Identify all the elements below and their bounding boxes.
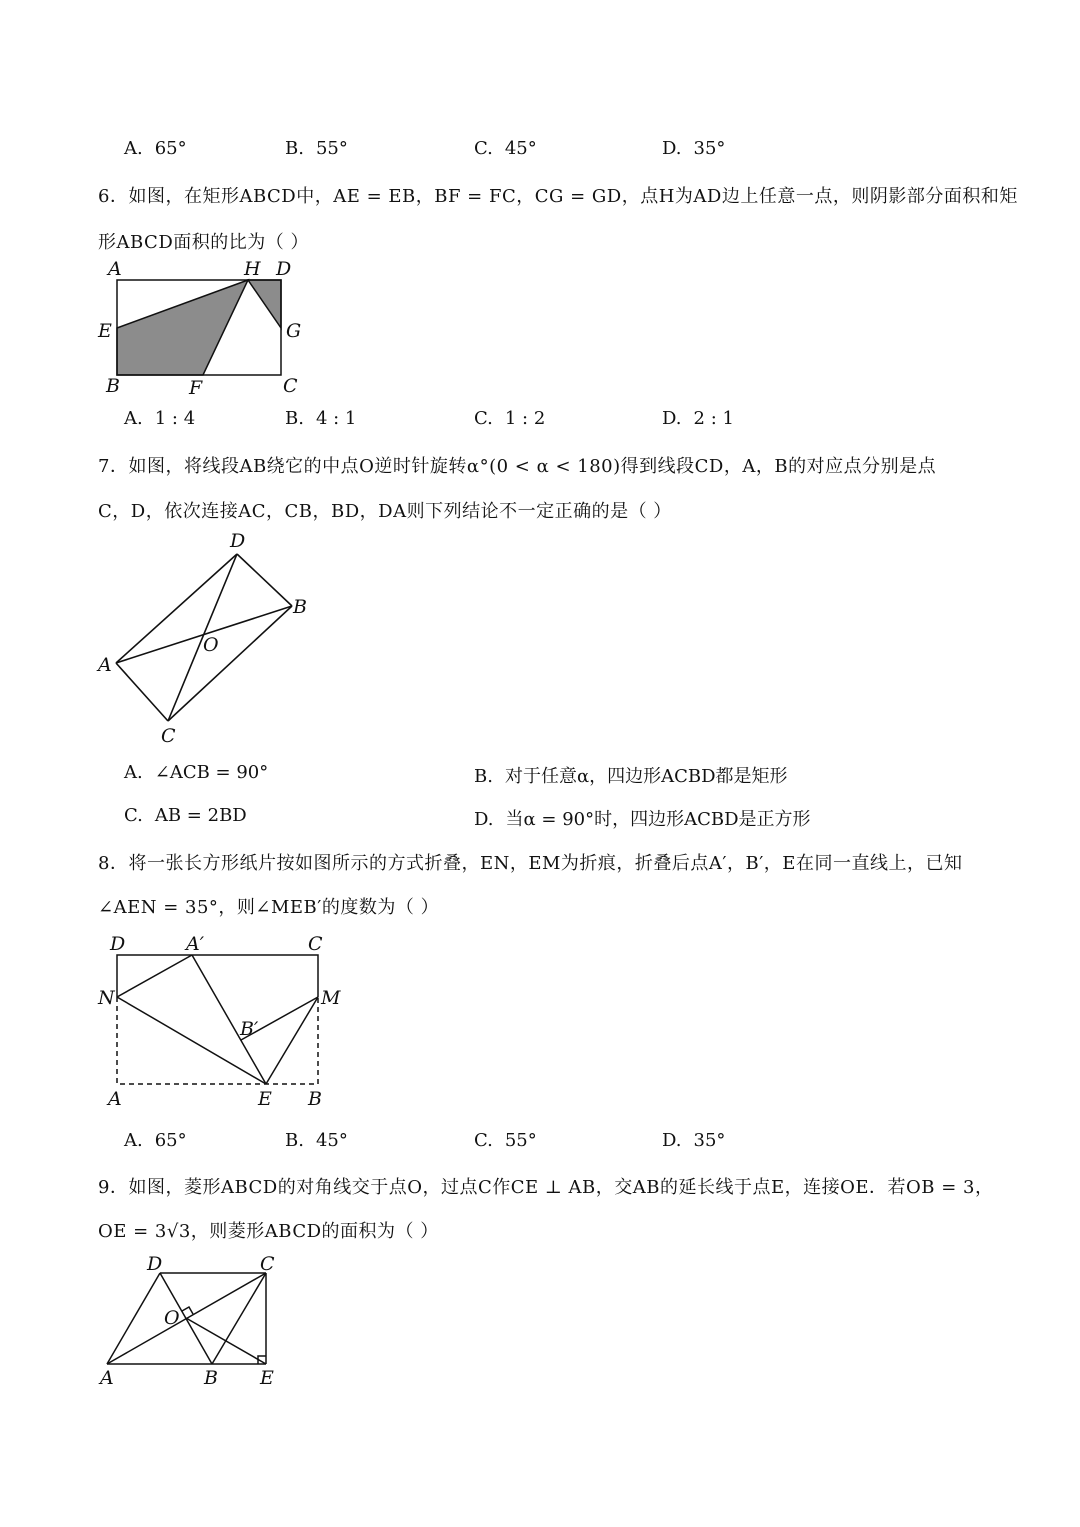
option-value: 1 : 4 [154, 408, 196, 429]
q7-option-d [474, 805, 811, 831]
q8-crease-em [266, 997, 318, 1084]
q5-option-c [474, 138, 537, 159]
q7-option-a [124, 762, 268, 783]
q8-label-e: E [258, 1088, 272, 1110]
q6-label-d: D [276, 258, 292, 280]
q6-shaded-left [117, 280, 248, 375]
q9-side-cb [212, 1273, 266, 1364]
q6-option-b [285, 408, 356, 429]
option-label: B. [285, 408, 304, 429]
option-label: A. [124, 762, 143, 783]
option-value: 55° [504, 1130, 537, 1151]
q6-figure [90, 255, 320, 405]
q7-label-c: C [161, 725, 176, 747]
option-value: 35° [693, 138, 726, 159]
q9-side-da [107, 1273, 160, 1364]
option-label: C. [474, 408, 493, 429]
q6-text-line2: 形ABCD面积的比为（ ） [98, 232, 309, 253]
q8-label-b-prime: B′ [240, 1018, 259, 1040]
option-label: D. [662, 1130, 682, 1151]
q8-option-b [285, 1130, 348, 1151]
option-label: A. [124, 138, 143, 159]
q6-option-d [662, 408, 734, 429]
q9-label-b: B [204, 1367, 218, 1389]
option-value: AB = 2BD [154, 805, 247, 826]
q5-option-b [285, 138, 348, 159]
q7-side-ca [116, 663, 168, 721]
option-value: 当α = 90°时，四边形ACBD是正方形 [505, 809, 811, 830]
option-label: B. [285, 1130, 304, 1151]
q8-option-a [124, 1130, 187, 1151]
q6-label-c: C [283, 375, 298, 397]
q8-label-m: M [321, 987, 341, 1009]
q6-label-b: B [106, 375, 120, 397]
q9-label-d: D [147, 1253, 163, 1275]
q8-top-edges [117, 955, 318, 997]
q8-text-line1: 8．将一张长方形纸片按如图所示的方式折叠，EN，EM为折痕，折叠后点A′，B′，E在同一直线上，已知 [98, 853, 963, 874]
q6-text-line1: 6．如图，在矩形ABCD中，AE = EB，BF = FC，CG = GD，点H为AD边上任意一点，则阴影部分面积和矩 [98, 186, 1018, 207]
option-value: 2 : 1 [693, 408, 734, 429]
option-label: B. [285, 138, 304, 159]
option-value: 65° [154, 1130, 187, 1151]
q7-label-b: B [293, 596, 307, 618]
option-label: D. [662, 138, 682, 159]
option-value: ∠ACB = 90° [154, 762, 269, 783]
q8-dashed-original [117, 997, 318, 1084]
option-value: 45° [504, 138, 537, 159]
option-value: 1 : 2 [504, 408, 546, 429]
q7-text-line2: C，D，依次连接AC，CB，BD，DA则下列结论不一定正确的是（ ） [98, 501, 672, 522]
q8-folded-na1 [117, 955, 192, 997]
q8-crease-en [117, 997, 266, 1084]
q9-label-a: A [100, 1367, 114, 1389]
q8-label-c: C [308, 933, 323, 955]
q9-text-line1: 9．如图，菱形ABCD的对角线交于点O，过点C作CE ⊥ AB，交AB的延长线于点E，连接OE．若OB = 3， [98, 1177, 994, 1198]
option-label: C. [124, 805, 143, 826]
q8-label-n: N [98, 987, 115, 1009]
option-value: 65° [154, 138, 187, 159]
q7-figure [90, 525, 330, 750]
q7-label-d: D [230, 530, 246, 552]
option-value: 4 : 1 [315, 408, 357, 429]
option-label: D. [474, 809, 494, 830]
q8-label-a: A [108, 1088, 122, 1110]
option-value: 55° [315, 138, 348, 159]
q8-figure [90, 925, 350, 1115]
q7-option-b [474, 762, 788, 788]
option-label: A. [124, 1130, 143, 1151]
q9-figure [90, 1250, 290, 1395]
q6-label-f: F [189, 377, 203, 399]
q9-label-c: C [260, 1253, 275, 1275]
q7-side-db [237, 554, 292, 606]
q6-label-a: A [108, 258, 122, 280]
q5-option-a [124, 138, 187, 159]
q8-option-c [474, 1130, 537, 1151]
q8-label-a-prime: A′ [186, 933, 205, 955]
q6-label-e: E [98, 320, 112, 342]
option-label: C. [474, 138, 493, 159]
option-value: 45° [315, 1130, 348, 1151]
q9-label-e: E [260, 1367, 274, 1389]
option-value: 35° [693, 1130, 726, 1151]
q6-label-h: H [244, 258, 261, 280]
q7-option-c [124, 805, 247, 826]
q8-label-b: B [308, 1088, 322, 1110]
q7-side-ad [116, 554, 237, 663]
q7-side-bc [168, 606, 292, 721]
q8-option-d [662, 1130, 725, 1151]
q9-text-line2: OE = 3√3，则菱形ABCD的面积为（ ） [98, 1221, 439, 1242]
option-label: A. [124, 408, 143, 429]
q7-label-a: A [98, 654, 112, 676]
q6-option-c [474, 408, 545, 429]
q6-label-g: G [286, 320, 302, 342]
q6-shaded-right [248, 280, 281, 328]
q6-option-a [124, 408, 195, 429]
q7-label-o: O [203, 634, 219, 656]
q5-option-d [662, 138, 725, 159]
option-label: B. [474, 766, 493, 787]
q8-text-line2: ∠AEN = 35°，则∠MEB′的度数为（ ） [98, 897, 440, 918]
option-value: 对于任意α，四边形ACBD都是矩形 [504, 766, 788, 787]
option-label: D. [662, 408, 682, 429]
q8-label-d: D [110, 933, 126, 955]
q9-label-o: O [164, 1307, 180, 1329]
option-label: C. [474, 1130, 493, 1151]
q7-text-line1: 7．如图，将线段AB绕它的中点O逆时针旋转α°(0 < α < 180)得到线段CD，A，B的对应点分别是点 [98, 456, 937, 477]
